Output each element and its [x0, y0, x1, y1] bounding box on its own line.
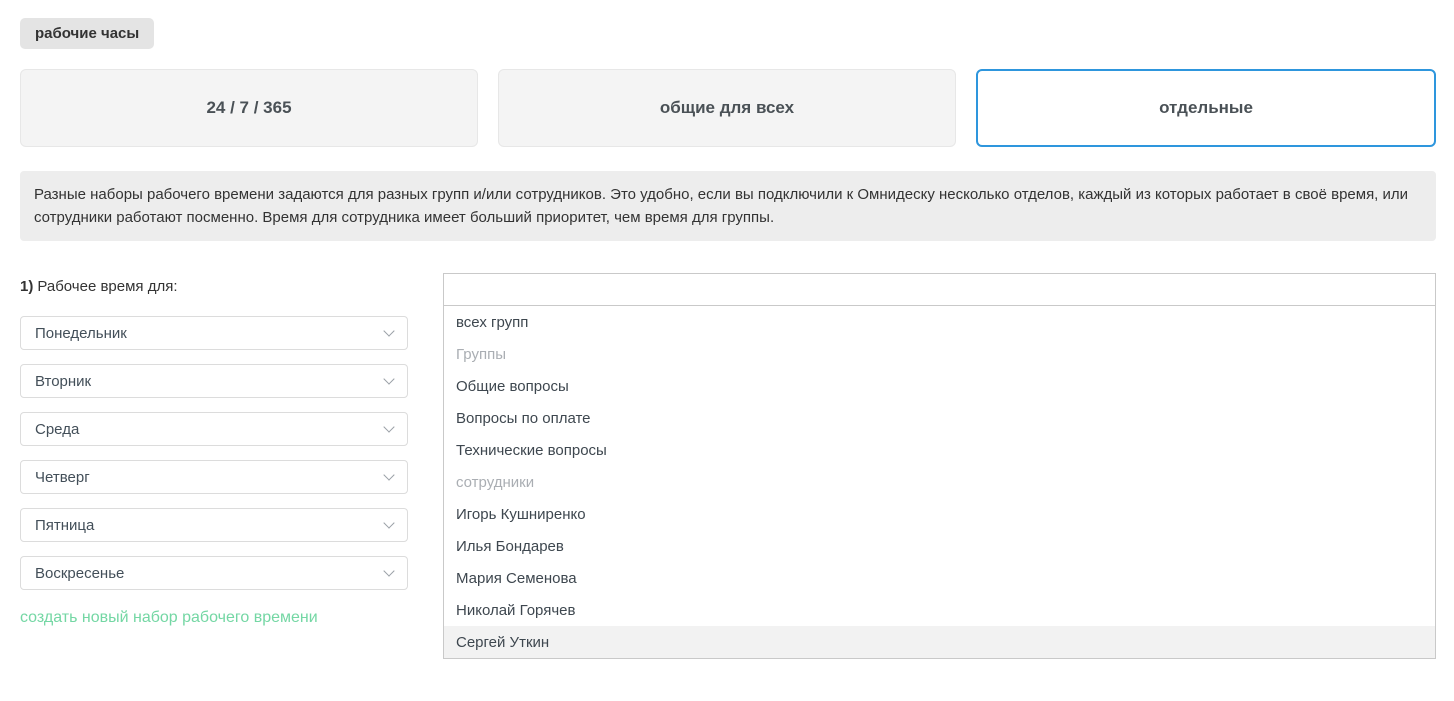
mode-card-label: 24 / 7 / 365 — [206, 98, 292, 117]
day-select-value: Четверг — [35, 468, 90, 486]
chevron-down-icon — [383, 325, 394, 336]
day-select[interactable] — [20, 412, 408, 446]
mode-card-label: общие для всех — [659, 98, 795, 117]
dropdown-option-label: Игорь Кушниренко — [456, 505, 586, 523]
dropdown-option[interactable] — [444, 562, 1435, 594]
mode-selector — [20, 69, 1436, 147]
mode-card-label: отдельные — [1159, 98, 1253, 117]
assignee-dropdown — [443, 273, 1436, 659]
dropdown-option-label: Илья Бондарев — [456, 537, 564, 555]
schedule-title — [20, 278, 443, 295]
dropdown-option[interactable] — [444, 498, 1435, 530]
dropdown-option-label: Сергей Уткин — [456, 633, 550, 651]
dropdown-option[interactable] — [444, 306, 1435, 338]
tab-working-hours[interactable]: рабочие часы — [20, 18, 154, 49]
info-box — [20, 171, 1436, 241]
day-select-value: Воскресенье — [35, 564, 125, 582]
chevron-down-icon — [383, 565, 394, 576]
day-selects — [20, 316, 443, 590]
chevron-down-icon — [383, 517, 394, 528]
create-schedule-link[interactable]: создать новый набор рабочего времени — [20, 609, 318, 626]
dropdown-options — [444, 306, 1435, 658]
dropdown-option[interactable] — [444, 594, 1435, 626]
mode-card[interactable] — [20, 69, 478, 147]
dropdown-option-label: Мария Семенова — [456, 569, 577, 587]
section-number: 1) — [20, 278, 34, 295]
chevron-down-icon — [383, 373, 394, 384]
schedule-left-column — [20, 241, 443, 627]
day-select-value: Пятница — [35, 516, 95, 534]
dropdown-option[interactable] — [444, 626, 1435, 658]
day-select-value: Среда — [35, 420, 80, 438]
dropdown-option-label: всех групп — [456, 313, 529, 331]
day-select[interactable] — [20, 364, 408, 398]
chevron-down-icon — [383, 421, 394, 432]
dropdown-option[interactable] — [444, 402, 1435, 434]
day-select[interactable] — [20, 556, 408, 590]
dropdown-option-label: Технические вопросы — [456, 441, 607, 459]
chevron-down-icon — [383, 469, 394, 480]
day-select[interactable] — [20, 316, 408, 350]
info-box-text: Разные наборы рабочего времени задаются для разных групп и/или сотрудников. Это удобно, если вы подключили к Омнидеску несколько отделов, каждый из которых работает в своё время, или сотрудники работают посменно. Время для сотрудника имеет больший приоритет, чем время для группы. — [34, 186, 1409, 226]
dropdown-option-label: Николай Горячев — [456, 601, 576, 619]
dropdown-search-input[interactable] — [444, 274, 1435, 305]
day-select-value: Понедельник — [35, 324, 127, 342]
dropdown-option[interactable] — [444, 370, 1435, 402]
day-select[interactable] — [20, 508, 408, 542]
dropdown-option-label: Общие вопросы — [456, 377, 569, 395]
section-title: Рабочее время для: — [37, 278, 178, 295]
day-select-value: Вторник — [35, 372, 92, 390]
dropdown-group-header — [444, 338, 1435, 370]
schedule-section — [20, 241, 1436, 659]
dropdown-option-label: сотрудники — [456, 473, 535, 491]
dropdown-option-label: Группы — [456, 345, 506, 363]
dropdown-search — [444, 274, 1435, 306]
dropdown-option-label: Вопросы по оплате — [456, 409, 591, 427]
mode-card[interactable] — [976, 69, 1436, 147]
dropdown-group-header — [444, 466, 1435, 498]
mode-card[interactable] — [498, 69, 956, 147]
dropdown-option[interactable] — [444, 434, 1435, 466]
dropdown-option[interactable] — [444, 530, 1435, 562]
day-select[interactable] — [20, 460, 408, 494]
